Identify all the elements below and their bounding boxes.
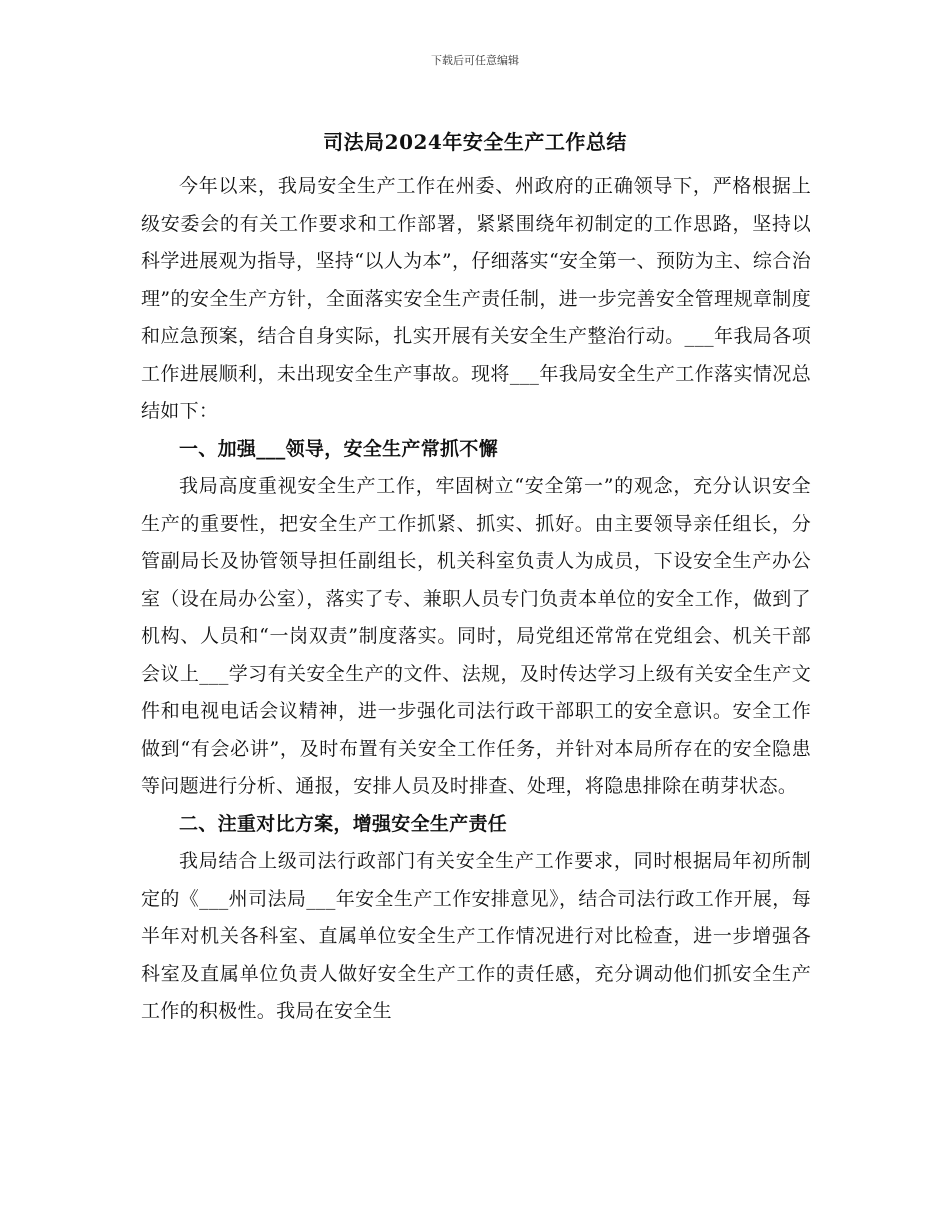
section-heading-2: 二、注重对比方案，增强安全生产责任 <box>179 812 508 835</box>
document-body <box>141 168 811 1031</box>
section-heading-1: 一、加强___领导，安全生产常抓不懈 <box>179 437 498 460</box>
section-2-paragraph: 我局结合上级司法行政部门有关安全生产工作要求，同时根据局年初所制定的《___州司法局___年安全生产工作安排意见》，结合司法行政工作开展，每半年对机关各科室、直属单位安全生产工作情况进行对比检查，进一步增强各科室及直属单位负责人做好安全生产工作的责任感，充分调动他们抓安全生产工作的积极性。我局在安全生 <box>141 850 811 1022</box>
document-title: 司法局2024年安全生产工作总结 <box>323 130 627 154</box>
section-1-paragraph: 我局高度重视安全生产工作，牢固树立“安全第一”的观念，充分认识安全生产的重要性，把安全生产工作抓紧、抓实、抓好。由主要领导亲任组长，分管副局长及协管领导担任副组长，机关科室负责人为成员，下设安全生产办公室（设在局办公室），落实了专、兼职人员专门负责本单位的安全工作，做到了机构、人员和“一岗双责”制度落实。同时，局党组还常常在党组会、机关干部会议上___学习有关安全生产的文件、法规，及时传达学习上级有关安全生产文件和电视电话会议精神，进一步强化司法行政干部职工的安全意识。安全工作做到“有会必讲”，及时布置有关安全工作任务，并针对本局所存在的安全隐患等问题进行分析、通报，安排人员及时排查、处理，将隐患排除在萌芽状态。 <box>141 475 811 797</box>
header-note: 下载后可任意编辑 <box>431 54 519 67</box>
intro-paragraph: 今年以来，我局安全生产工作在州委、州政府的正确领导下，严格根据上级安委会的有关工作要求和工作部署，紧紧围绕年初制定的工作思路，坚持以科学进展观为指导，坚持“以人为本”，仔细落实“安全第一、预防为主、综合治理”的安全生产方针，全面落实安全生产责任制，进一步完善安全管理规章制度和应急预案，结合自身实际，扎实开展有关安全生产整治行动。___年我局各项工作进展顺利，未出现安全生产事故。现将___年我局安全生产工作落实情况总结如下： <box>141 175 811 422</box>
